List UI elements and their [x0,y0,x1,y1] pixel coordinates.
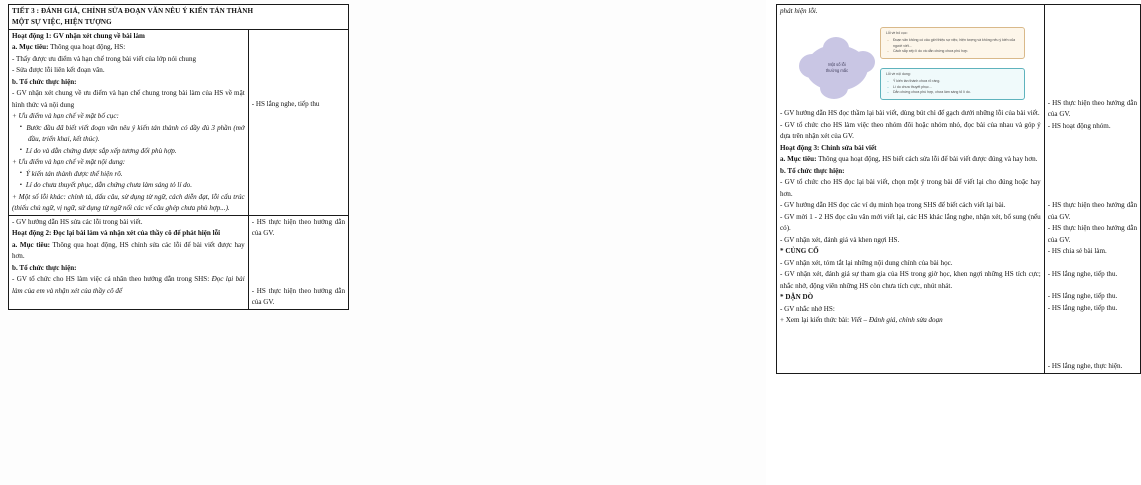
title-line-1: TIẾT 3 : ĐÁNH GIÁ, CHỈNH SỬA ĐOẠN VĂN NÊU Ý KIẾN TÁN THÀNH [12,7,254,15]
consolidate-heading: * CỦNG CỐ [780,247,819,256]
activity-3-response-3: - HS chia sẻ bài làm. [1047,247,1107,256]
callout-content-errors [880,68,1025,100]
right-response-cell [1044,5,1140,374]
activity-2-org-label: b. Tổ chức thực hiện: [12,263,77,272]
homework-heading: * DẶN DÒ [780,293,814,302]
table-row [9,29,349,215]
activity-3-step-2: - GV hướng dẫn HS đọc các ví dụ minh họa trong SHS để biết cách viết lại bài. [780,201,1006,210]
activity-3-step-1: - GV tổ chức cho HS đọc lại bài viết, chọn một ý trong bài để viết lại cho đúng hoặc hay hơn. [780,178,1041,198]
activity-3-goal [780,154,1041,165]
activity-3-response-4: - HS lắng nghe, tiếp thu. [1047,269,1118,278]
common-errors-diagram [780,19,1041,107]
cloud-label-text: Một số lỗi thường mắc [825,62,849,74]
callout-content-heading: Lỗi về nội dung: [886,72,911,77]
consolidate-response-1: - HS lắng nghe, tiếp thu. [1047,292,1118,301]
document-page-left [0,0,383,485]
goal-text: Thông qua hoạt động, HS biết cách sửa lỗi để bài viết được đúng và hay hơn. [816,155,1038,164]
cloud-lobe-bottom [820,77,848,99]
list-item: – Dẫn chứng chưa phù hợp, chưa làm sáng tỏ lí do. [893,90,1019,96]
activity-1-sub3: + Một số lỗi khác: chính tả, dấu câu, sử dụng từ ngữ, cách diễn đạt, lỗi cấu trúc (thiếu chủ ngữ, vị ngữ, sử dụng từ ngữ nối các vế câu ghép chưa phù hợp...). [12,192,245,213]
goal-text: Thông qua hoạt động, HS chỉnh sửa các lỗi để bài viết được hay hơn. [12,240,245,261]
activity-2-response-3: - HS hoạt động nhóm. [1047,121,1111,130]
consolidate-step-1: - GV nhận xét, tóm tắt lại những nội dung chính của bài học. [780,258,953,267]
callout-structure-errors [880,27,1025,59]
activity-3-step-4: - GV nhận xét, đánh giá và khen ngợi HS. [780,235,900,244]
activity-1-step-2: - GV hướng dẫn HS sửa các lỗi trong bài viết. [12,217,143,226]
cloud-shape-label [806,45,868,91]
activity-3-response-1: - HS thực hiện theo hướng dẫn của GV. [1047,201,1137,221]
cloud-lobe-top [823,37,849,59]
step-italic: Đọc lại bài làm của em và nhận xét của thầy cô để [12,275,245,295]
continuation-text: phát hiện lỗi. [780,7,818,15]
consolidate-step-2: - GV nhận xét, đánh giá sự tham gia của HS trong giờ học, khen ngợi những HS tích cực; nhắc nhở, động viên những HS còn chưa tích cực, nhút nhát. [780,270,1041,290]
activity-1-sub1-item-2: ▪ Lí do và dẫn chứng được sắp xếp tương đối phù hợp. [12,146,245,157]
activity-2-step-1 [12,274,245,297]
activity-1-org-label: b. Tổ chức thực hiện: [12,77,77,86]
activity-1-goal-bullet-1: - Thấy được ưu điểm và hạn chế trong bài viết của lớp nói chung [12,54,197,63]
activity-2-response-2: - HS thực hiện theo hướng dẫn của GV. [1047,99,1137,119]
goal-label: a. Mục tiêu: [12,43,49,52]
homework-step-2 [780,315,1041,326]
activity-1-sub1-item-1: ▪ Bước đầu đã biết viết đoạn văn nêu ý kiến tán thành có đầy đủ 3 phần (mở đầu, triển khai, kết thúc). [12,123,245,146]
list-item: – Lí do chưa thuyết phục... [893,85,1019,91]
activity-1-response-2: - HS thực hiện theo hướng dẫn của GV. [251,217,345,238]
activity-3-org-label: b. Tổ chức thực hiện: [780,166,845,175]
homework-plain: + Xem lại kiến thức bài: [780,316,851,325]
activity-2-heading: Hoạt động 2: Đọc lại bài làm và nhận xét của thầy cô để phát hiện lỗi [12,229,221,238]
activity-3-response-2: - HS thực hiện theo hướng dẫn của GV. [1047,224,1137,244]
lesson-plan-table-left [8,4,349,310]
activity-1-step-1: - GV nhận xét chung về ưu điểm và hạn chế chung trong bài làm của HS về mặt hình thức và nội dung [12,89,245,109]
activity-2-response-1: - HS thực hiện theo hướng dẫn của GV. [251,286,345,307]
table-row [777,5,1141,374]
lesson-plan-table-right [776,4,1141,374]
activity-1-goal [12,42,245,53]
homework-italic: Viết – Đánh giá, chỉnh sửa đoạn [850,316,943,325]
table-row [9,215,349,309]
activity-1-sub2-item-2: ▪ Lí do chưa thuyết phục, dẫn chứng chưa làm sáng tỏ lí do. [12,180,245,191]
activity-3-heading: Hoạt động 3: Chỉnh sửa bài viết [780,143,877,152]
title-line-2: MỘT SỰ VIỆC, HIỆN TƯỢNG [12,18,112,27]
activity-2-content [9,215,249,309]
callout-content-list [886,79,1019,96]
activity-1-content [9,29,249,215]
homework-step-1: - GV nhắc nhở HS: [780,304,835,313]
activity-1-response-1: - HS lắng nghe, tiếp thu [251,99,320,108]
homework-response-1: - HS lắng nghe, thực hiện. [1047,362,1123,371]
callout-structure-heading: Lỗi về bố cục: [886,31,908,36]
activity-1-sub1-head: + Ưu điểm và hạn chế về mặt bố cục: [12,112,119,121]
page-title [9,5,349,30]
table-row-title [9,5,349,30]
list-item: – Đoạn văn không có câu giới thiệu sự việc, hiện tượng và không nêu ý kiến của người viết... [893,38,1019,49]
activity-1-sub2-head: + Ưu điểm và hạn chế về mặt nội dung: [12,158,126,167]
document-page-right [383,0,1137,485]
activity-2-goal [12,240,245,263]
activity-1-response-1-cell [248,29,348,215]
right-main-cell-1 [777,5,1045,374]
activity-2-step-2: - GV hướng dẫn HS đọc thầm lại bài viết, dùng bút chì để gạch dưới những lỗi của bài viết. [780,109,1040,118]
list-item: – Cách sắp xếp lí do và dẫn chứng chưa phù hợp. [893,49,1019,55]
goal-label: a. Mục tiêu: [12,240,51,249]
list-item: – Ý kiến tán thành chưa rõ ràng. [893,79,1019,85]
callout-structure-list [886,38,1019,55]
consolidate-response-2: - HS lắng nghe, tiếp thu. [1047,303,1118,312]
step-plain: - GV tổ chức cho HS làm việc cá nhân theo hướng dẫn trong SHS: [12,275,212,284]
activity-1-goal-bullet-2: - Sửa được lỗi liên kết đoạn văn. [12,66,105,75]
activity-3-step-3: - GV mời 1 - 2 HS đọc câu văn mới viết lại, các HS khác lắng nghe, nhận xét, bổ sung (nếu có). [780,212,1041,233]
activity-1-heading: Hoạt động 1: GV nhận xét chung về bài làm [12,31,145,40]
activity-2-response-cell [248,215,348,309]
goal-label: a. Mục tiêu: [780,155,817,164]
activity-2-step-3: - GV tổ chức cho HS làm việc theo nhóm đôi hoặc nhóm nhỏ, đọc bài của nhau và góp ý dựa trên nhận xét của GV. [780,120,1041,141]
activity-1-sub2-item-1: ▪ Ý kiến tán thành được thể hiện rõ. [12,169,245,180]
goal-text: Thông qua hoạt động, HS: [48,43,126,52]
